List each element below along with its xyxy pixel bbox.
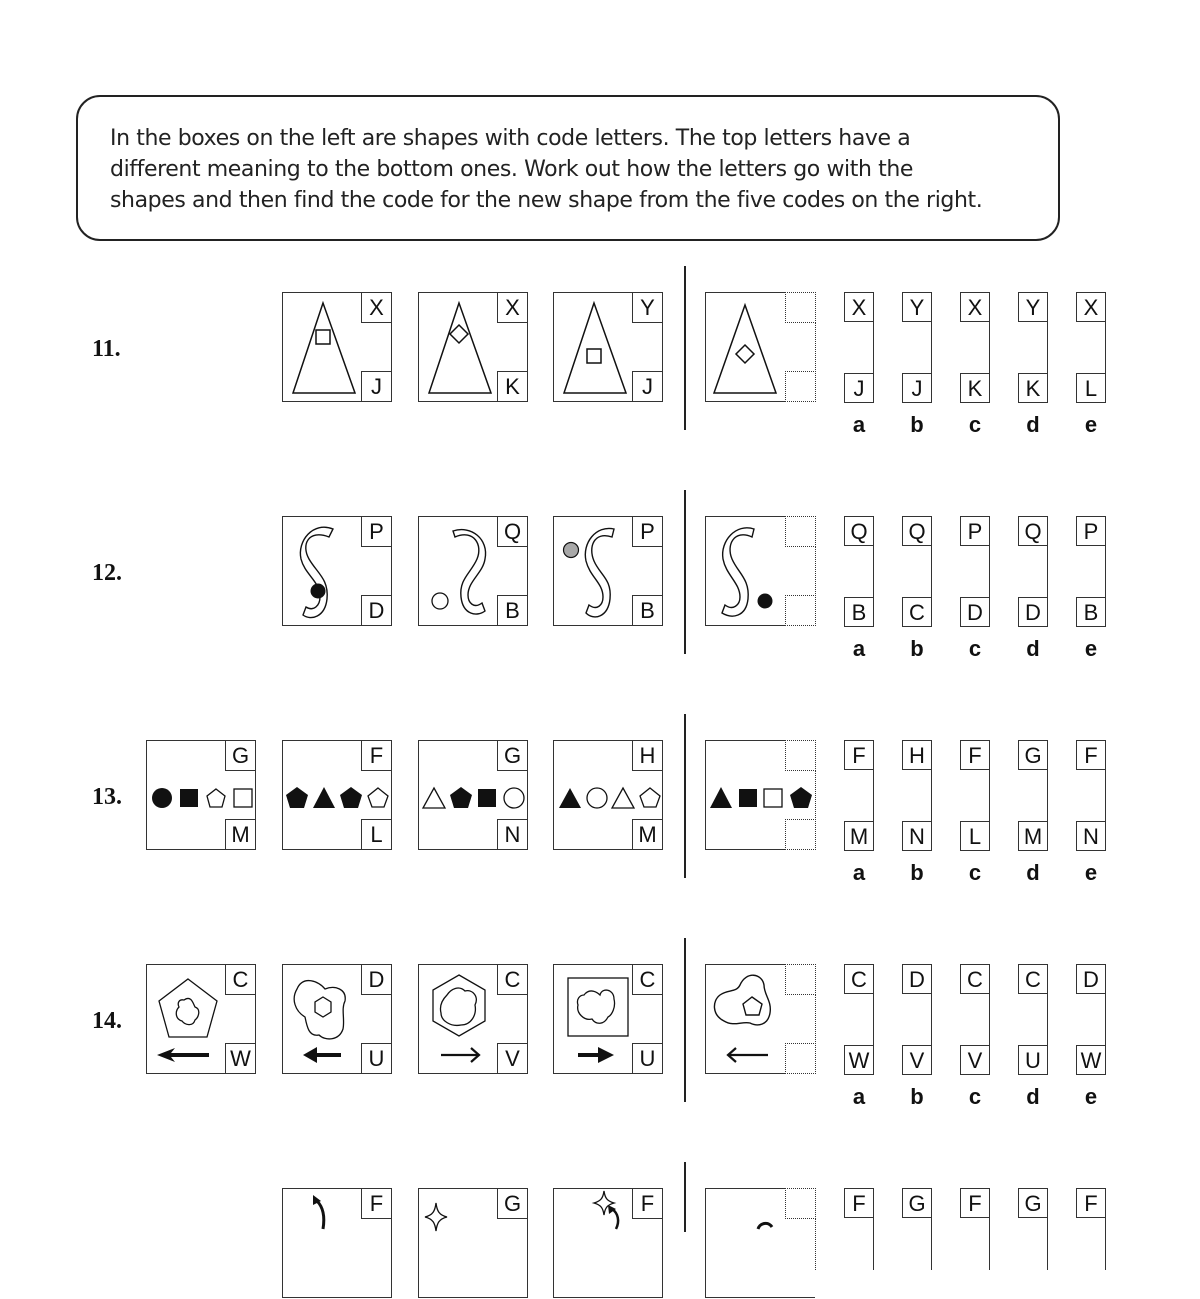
blank-code-bottom bbox=[785, 1043, 816, 1074]
option-bottom: K bbox=[1018, 373, 1048, 403]
option-label: a bbox=[852, 1084, 866, 1109]
option-label: c bbox=[968, 636, 982, 661]
option-d[interactable] bbox=[1018, 964, 1048, 1075]
code-top: Y bbox=[632, 292, 663, 323]
option-c[interactable] bbox=[960, 516, 990, 627]
option-e[interactable] bbox=[1076, 964, 1106, 1075]
blank-code-top bbox=[785, 292, 816, 323]
code-top: G bbox=[497, 1188, 528, 1219]
option-top: G bbox=[1018, 1188, 1048, 1218]
option-top: X bbox=[844, 292, 874, 322]
blank-code-bottom bbox=[785, 819, 816, 850]
code-bottom: J bbox=[361, 371, 392, 402]
option-e[interactable] bbox=[1076, 1188, 1106, 1299]
code-bottom: M bbox=[225, 819, 256, 850]
option-bottom: W bbox=[844, 1045, 874, 1075]
option-label: b bbox=[910, 636, 924, 661]
option-bottom: M bbox=[844, 821, 874, 851]
option-bottom: W bbox=[1076, 1045, 1106, 1075]
example-card bbox=[282, 1188, 392, 1298]
option-bottom: K bbox=[960, 373, 990, 403]
option-bottom: J bbox=[902, 373, 932, 403]
example-card bbox=[282, 964, 392, 1074]
example-card bbox=[553, 516, 663, 626]
option-bottom: C bbox=[902, 597, 932, 627]
example-card bbox=[553, 964, 663, 1074]
divider bbox=[684, 1162, 686, 1232]
option-label: c bbox=[968, 412, 982, 437]
option-b[interactable] bbox=[902, 1188, 932, 1299]
code-bottom: U bbox=[632, 1043, 663, 1074]
code-top: X bbox=[361, 292, 392, 323]
option-e[interactable] bbox=[1076, 292, 1106, 403]
code-top: P bbox=[361, 516, 392, 547]
code-bottom: U bbox=[361, 1043, 392, 1074]
divider bbox=[684, 490, 686, 654]
option-e[interactable] bbox=[1076, 516, 1106, 627]
option-e[interactable] bbox=[1076, 740, 1106, 851]
option-top: F bbox=[844, 1188, 874, 1218]
option-top: F bbox=[960, 1188, 990, 1218]
option-label: a bbox=[852, 412, 866, 437]
option-top: Y bbox=[902, 292, 932, 322]
option-d[interactable] bbox=[1018, 516, 1048, 627]
option-bottom: D bbox=[960, 597, 990, 627]
option-top: X bbox=[960, 292, 990, 322]
option-label: d bbox=[1026, 412, 1040, 437]
code-top: F bbox=[632, 1188, 663, 1219]
option-a[interactable] bbox=[844, 516, 874, 627]
option-bottom: V bbox=[960, 1045, 990, 1075]
target-card bbox=[705, 964, 815, 1074]
example-card bbox=[146, 964, 256, 1074]
code-bottom: M bbox=[632, 819, 663, 850]
option-bottom: B bbox=[1076, 597, 1106, 627]
question-number: 14. bbox=[92, 1008, 122, 1034]
option-bottom: V bbox=[902, 1045, 932, 1075]
option-bottom: L bbox=[1076, 373, 1106, 403]
option-bottom: J bbox=[844, 373, 874, 403]
option-top: H bbox=[902, 740, 932, 770]
option-top: F bbox=[1076, 1188, 1106, 1218]
option-label: d bbox=[1026, 636, 1040, 661]
option-label: e bbox=[1084, 412, 1098, 437]
divider bbox=[684, 266, 686, 430]
example-card bbox=[553, 1188, 663, 1298]
option-label: e bbox=[1084, 860, 1098, 885]
option-label: e bbox=[1084, 636, 1098, 661]
example-card bbox=[282, 516, 392, 626]
code-top: X bbox=[497, 292, 528, 323]
divider bbox=[684, 938, 686, 1102]
blank-code-bottom bbox=[785, 595, 816, 626]
option-label: c bbox=[968, 860, 982, 885]
option-c[interactable] bbox=[960, 740, 990, 851]
code-top: P bbox=[632, 516, 663, 547]
question-number: 13. bbox=[92, 784, 122, 810]
option-a[interactable] bbox=[844, 292, 874, 403]
code-top: H bbox=[632, 740, 663, 771]
question-number: 12. bbox=[92, 560, 122, 586]
example-card bbox=[553, 740, 663, 850]
question-number: 11. bbox=[92, 336, 121, 362]
blank-code-bottom bbox=[785, 371, 816, 402]
code-bottom: W bbox=[225, 1043, 256, 1074]
option-top: X bbox=[1076, 292, 1106, 322]
example-card bbox=[418, 1188, 528, 1298]
option-label: c bbox=[968, 1084, 982, 1109]
code-bottom: B bbox=[632, 595, 663, 626]
option-top: G bbox=[902, 1188, 932, 1218]
option-c[interactable] bbox=[960, 292, 990, 403]
code-bottom: J bbox=[632, 371, 663, 402]
code-top: G bbox=[497, 740, 528, 771]
example-card bbox=[418, 740, 528, 850]
option-label: a bbox=[852, 636, 866, 661]
option-top: C bbox=[844, 964, 874, 994]
option-top: Q bbox=[902, 516, 932, 546]
code-bottom: D bbox=[361, 595, 392, 626]
option-top: F bbox=[960, 740, 990, 770]
option-b[interactable] bbox=[902, 292, 932, 403]
option-label: d bbox=[1026, 1084, 1040, 1109]
option-b[interactable] bbox=[902, 516, 932, 627]
instructions-line-3: shapes and then find the code for the new shape from the five codes on the right. bbox=[110, 188, 983, 213]
instructions-box bbox=[76, 95, 1060, 241]
option-label: e bbox=[1084, 1084, 1098, 1109]
example-card bbox=[418, 964, 528, 1074]
code-top: C bbox=[497, 964, 528, 995]
code-top: Q bbox=[497, 516, 528, 547]
option-bottom: M bbox=[1018, 821, 1048, 851]
option-top: P bbox=[1076, 516, 1106, 546]
divider bbox=[684, 714, 686, 878]
option-top: D bbox=[1076, 964, 1106, 994]
instructions-line-2: different meaning to the bottom ones. Work out how the letters go with the bbox=[110, 157, 914, 182]
option-a[interactable] bbox=[844, 740, 874, 851]
target-card bbox=[705, 1188, 815, 1298]
instructions-line-1: In the boxes on the left are shapes with code letters. The top letters have a bbox=[110, 126, 911, 151]
option-b[interactable] bbox=[902, 964, 932, 1075]
option-c[interactable] bbox=[960, 964, 990, 1075]
example-card bbox=[418, 516, 528, 626]
code-bottom: K bbox=[497, 371, 528, 402]
code-top: G bbox=[225, 740, 256, 771]
target-card bbox=[705, 740, 815, 850]
option-d[interactable] bbox=[1018, 1188, 1048, 1299]
option-a[interactable] bbox=[844, 1188, 874, 1299]
option-label: d bbox=[1026, 860, 1040, 885]
option-top: D bbox=[902, 964, 932, 994]
code-top: D bbox=[361, 964, 392, 995]
option-top: F bbox=[1076, 740, 1106, 770]
option-top: G bbox=[1018, 740, 1048, 770]
option-bottom: N bbox=[902, 821, 932, 851]
code-bottom: B bbox=[497, 595, 528, 626]
option-top: Q bbox=[844, 516, 874, 546]
code-top: C bbox=[225, 964, 256, 995]
example-card bbox=[282, 292, 392, 402]
option-label: b bbox=[910, 860, 924, 885]
target-card bbox=[705, 516, 815, 626]
option-b[interactable] bbox=[902, 740, 932, 851]
code-bottom: N bbox=[497, 819, 528, 850]
option-label: a bbox=[852, 860, 866, 885]
blank-code-top bbox=[785, 516, 816, 547]
option-top: Y bbox=[1018, 292, 1048, 322]
option-a[interactable] bbox=[844, 964, 874, 1075]
option-bottom: B bbox=[844, 597, 874, 627]
option-bottom: L bbox=[960, 821, 990, 851]
blank-code-top bbox=[785, 1188, 816, 1219]
code-bottom: V bbox=[497, 1043, 528, 1074]
blank-code-top bbox=[785, 964, 816, 995]
option-label: b bbox=[910, 1084, 924, 1109]
option-bottom: N bbox=[1076, 821, 1106, 851]
option-top: C bbox=[960, 964, 990, 994]
example-card bbox=[418, 292, 528, 402]
example-card bbox=[553, 292, 663, 402]
blank-code-top bbox=[785, 740, 816, 771]
option-top: C bbox=[1018, 964, 1048, 994]
option-c[interactable] bbox=[960, 1188, 990, 1299]
example-card bbox=[282, 740, 392, 850]
option-top: P bbox=[960, 516, 990, 546]
option-d[interactable] bbox=[1018, 292, 1048, 403]
option-label: b bbox=[910, 412, 924, 437]
code-top: F bbox=[361, 740, 392, 771]
code-top: F bbox=[361, 1188, 392, 1219]
code-bottom: L bbox=[361, 819, 392, 850]
option-bottom: D bbox=[1018, 597, 1048, 627]
target-card bbox=[705, 292, 815, 402]
option-top: F bbox=[844, 740, 874, 770]
option-top: Q bbox=[1018, 516, 1048, 546]
example-card bbox=[146, 740, 256, 850]
option-d[interactable] bbox=[1018, 740, 1048, 851]
code-top: C bbox=[632, 964, 663, 995]
option-bottom: U bbox=[1018, 1045, 1048, 1075]
